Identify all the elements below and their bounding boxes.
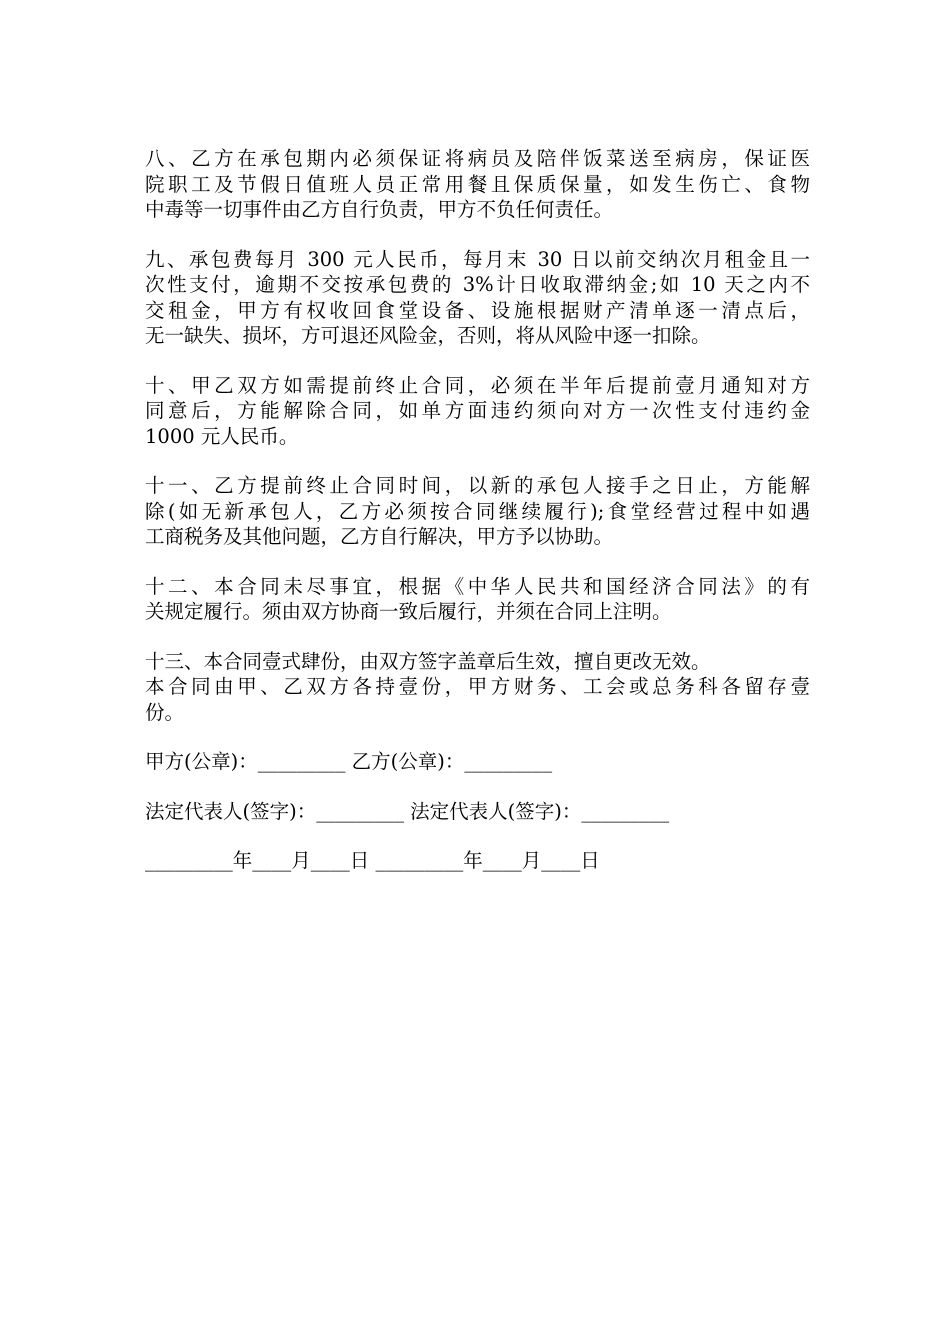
date-row [145, 848, 810, 874]
clause-line: 中毒等一切事件由乙方自行负责，甲方不负任何责任。 [145, 198, 614, 221]
clause-line: 本合同由甲、乙双方各持壹份，甲方财务、工会或总务科各留存壹 [145, 675, 810, 698]
clause-line: 十三、本合同壹式肆份，由双方签字盖章后生效，擅自更改无效。 [145, 649, 711, 673]
clause-line: 院职工及节假日值班人员正常用餐且保质保量，如发生伤亡、食物 [145, 172, 810, 196]
clause-8 [145, 146, 810, 223]
clause-line: 次性支付，逾期不交按承包费的 3%计日收取滞纳金;如 10 天之内不 [145, 273, 810, 296]
clause-line: 关规定履行。须由双方协商一致后履行，并须在合同上注明。 [145, 600, 672, 623]
clause-line: 1000 元人民币。 [145, 424, 299, 448]
clause-10 [145, 373, 810, 450]
party-b-representative-field: 法定代表人(签字)：_________ [410, 799, 670, 823]
party-b-date-field: _________年____月____日 [375, 849, 600, 872]
clause-line: 十二、本合同未尽事宜，根据《中华人民共和国经济合同法》的有 [145, 574, 810, 598]
clause-line: 九、承包费每月 300 元人民币，每月末 30 日以前交纳次月租金且一 [145, 247, 810, 271]
clause-line: 交租金，甲方有权收回食堂设备、设施根据财产清单逐一清点后， [145, 298, 810, 322]
clause-line: 同意后，方能解除合同，如单方面违约须向对方一次性支付违约金 [145, 399, 810, 422]
clause-9 [145, 247, 810, 349]
party-a-representative-field: 法定代表人(签字)：_________ [145, 799, 404, 823]
clause-line: 工商税务及其他问题，乙方自行解决，甲方予以协助。 [145, 525, 614, 548]
representative-row [145, 799, 810, 825]
clause-line: 十一、乙方提前终止合同时间，以新的承包人接手之日止，方能解 [145, 474, 810, 497]
party-a-seal-field: 甲方(公章)：_________ [145, 750, 346, 773]
clause-line: 八、乙方在承包期内必须保证将病员及陪伴饭菜送至病房，保证医 [145, 147, 810, 170]
clause-12 [145, 574, 810, 625]
party-b-seal-field: 乙方(公章)：_________ [351, 750, 553, 773]
clause-line: 无一缺失、损坏，方可退还风险金，否则，将从风险中逐一扣除。 [145, 324, 711, 347]
clause-11 [145, 473, 810, 550]
clause-13 [145, 649, 810, 726]
seal-row [145, 749, 810, 775]
party-a-date-field: _________年____月____日 [145, 849, 370, 872]
clause-line: 十、甲乙双方如需提前终止合同，必须在半年后提前壹月通知对方 [145, 373, 810, 397]
clause-line: 份。 [145, 700, 185, 724]
clause-line: 除(如无新承包人，乙方必须按合同继续履行);食堂经营过程中如遇 [145, 499, 810, 523]
contract-page [145, 146, 810, 898]
